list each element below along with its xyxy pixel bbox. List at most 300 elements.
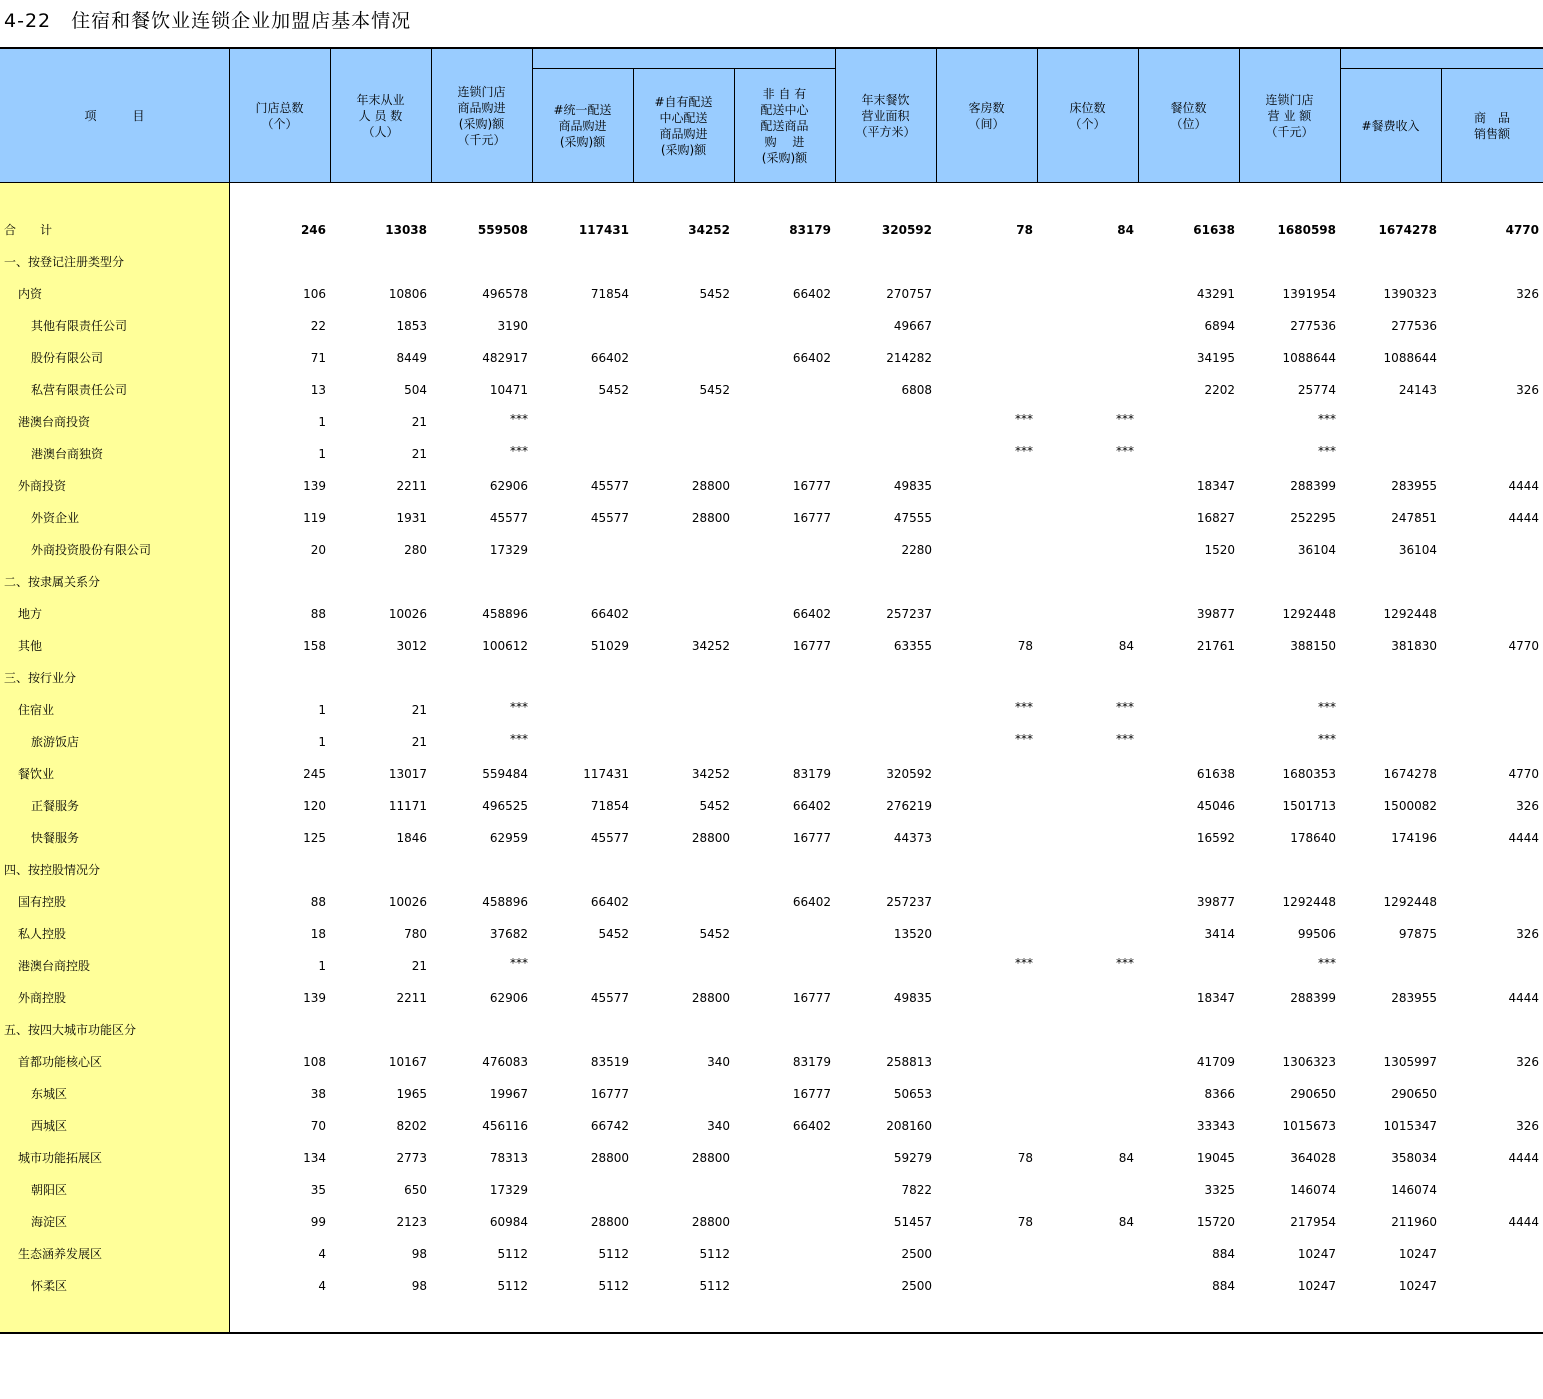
table-cell: 650	[404, 1183, 427, 1197]
table-cell: ***	[1318, 444, 1336, 458]
table-row	[0, 1270, 1543, 1302]
table-cell: 476083	[482, 1055, 528, 1069]
table-cell	[936, 1174, 1033, 1206]
table-cell: 326	[1516, 799, 1539, 813]
row-label: 海淀区	[31, 1215, 68, 1229]
table-cell	[633, 662, 730, 694]
table-cell	[936, 342, 1033, 374]
table-cell	[1037, 758, 1134, 790]
table-cell: 8366	[1204, 1087, 1235, 1101]
header-column-divider	[330, 49, 331, 183]
table-cell	[1239, 566, 1336, 598]
table-cell: 33343	[1196, 1119, 1235, 1133]
table-cell	[1138, 694, 1235, 726]
table-cell	[1441, 886, 1539, 918]
table-cell: 458896	[482, 895, 528, 909]
table-row	[0, 854, 1543, 886]
table-cell: 20	[310, 543, 326, 557]
table-cell: 88	[310, 607, 326, 621]
table-cell: 39877	[1196, 607, 1235, 621]
table-cell	[1340, 406, 1437, 438]
table-cell: 4444	[1508, 1215, 1539, 1229]
table-cell: ***	[510, 732, 528, 746]
table-cell	[532, 566, 629, 598]
table-cell: 71	[310, 351, 326, 365]
table-cell: 28800	[590, 1215, 629, 1229]
table-cell: 34252	[688, 223, 730, 237]
table-row	[0, 630, 1543, 662]
table-row	[0, 1238, 1543, 1270]
header-own-center-delivery: #自有配送 中心配送 商品购进 (采购)额	[633, 68, 734, 183]
table-cell: 36104	[1297, 543, 1336, 557]
table-cell: 1853	[396, 319, 427, 333]
table-cell	[734, 694, 831, 726]
table-cell: 66402	[792, 895, 831, 909]
table-cell	[1037, 534, 1134, 566]
table-cell	[633, 598, 730, 630]
table-row	[0, 726, 1543, 758]
table-cell: 257237	[886, 607, 932, 621]
table-cell: ***	[1015, 956, 1033, 970]
table-cell	[1037, 854, 1134, 886]
table-cell: 45577	[590, 479, 629, 493]
header-goods-sales: 商 品 销售额	[1441, 68, 1543, 183]
table-cell	[936, 310, 1033, 342]
table-cell: 283955	[1391, 991, 1437, 1005]
table-cell: 1390323	[1383, 287, 1437, 301]
table-cell	[734, 566, 831, 598]
table-cell	[936, 758, 1033, 790]
table-cell	[1037, 470, 1134, 502]
table-cell: 17329	[489, 1183, 528, 1197]
table-cell: 21	[411, 415, 427, 429]
table-cell: 66402	[590, 607, 629, 621]
table-cell: 49835	[893, 479, 932, 493]
table-cell	[532, 854, 629, 886]
table-cell: 66742	[590, 1119, 629, 1133]
row-label: 首都功能核心区	[18, 1055, 103, 1069]
table-cell: 1292448	[1282, 895, 1336, 909]
table-cell: 5452	[699, 383, 730, 397]
table-cell: 45577	[590, 511, 629, 525]
table-cell	[633, 310, 730, 342]
table-cell: 496525	[482, 799, 528, 813]
table-cell	[229, 566, 326, 598]
row-label: 餐饮业	[18, 767, 55, 781]
table-cell: 326	[1516, 383, 1539, 397]
table-cell: 84	[1117, 223, 1134, 237]
table-cell	[734, 534, 831, 566]
table-cell: 16777	[590, 1087, 629, 1101]
table-cell	[936, 246, 1033, 278]
table-row	[0, 310, 1543, 342]
row-label: 西城区	[31, 1119, 68, 1133]
table-cell: 21	[411, 703, 427, 717]
table-cell	[1441, 566, 1539, 598]
table-cell: 258813	[886, 1055, 932, 1069]
table-cell	[936, 566, 1033, 598]
table-cell	[1441, 534, 1539, 566]
header-column-divider	[936, 49, 937, 183]
table-cell: 364028	[1290, 1151, 1336, 1165]
table-cell: 28800	[691, 991, 730, 1005]
table-row	[0, 822, 1543, 854]
table-cell	[1138, 854, 1235, 886]
table-cell: 106	[303, 287, 326, 301]
table-cell: 2773	[396, 1151, 427, 1165]
header-column-divider	[431, 49, 432, 183]
table-cell: 247851	[1391, 511, 1437, 525]
row-label: 快餐服务	[31, 831, 80, 845]
table-cell	[936, 374, 1033, 406]
table-cell: 5452	[598, 383, 629, 397]
table-cell: 1931	[396, 511, 427, 525]
table-cell	[1138, 246, 1235, 278]
table-cell: 61638	[1196, 767, 1235, 781]
table-row	[0, 1206, 1543, 1238]
table-cell: 217954	[1290, 1215, 1336, 1229]
table-cell	[835, 246, 932, 278]
table-cell: 4770	[1505, 223, 1539, 237]
table-row	[0, 246, 1543, 278]
table-cell: 38	[310, 1087, 326, 1101]
table-cell: ***	[1015, 700, 1033, 714]
table-cell	[1138, 566, 1235, 598]
table-cell: 8202	[396, 1119, 427, 1133]
table-cell: 340	[707, 1119, 730, 1133]
header-column-divider	[835, 49, 836, 183]
table-cell: 146074	[1290, 1183, 1336, 1197]
table-cell	[1138, 662, 1235, 694]
table-cell: 340	[707, 1055, 730, 1069]
table-cell	[734, 662, 831, 694]
row-label: 旅游饭店	[31, 735, 80, 749]
table-row	[0, 374, 1543, 406]
table-cell: 1	[318, 447, 326, 461]
table-cell	[936, 982, 1033, 1014]
table-cell	[1340, 438, 1437, 470]
table-cell: 174196	[1391, 831, 1437, 845]
table-cell: 50653	[893, 1087, 932, 1101]
table-cell: 16827	[1196, 511, 1235, 525]
header-unified-delivery: #统一配送 商品购进 (采购)额	[532, 68, 633, 183]
table-cell: 3190	[497, 319, 528, 333]
table-cell: 44373	[893, 831, 932, 845]
table-cell: 78	[1016, 223, 1033, 237]
table-cell: 10026	[388, 607, 427, 621]
table-cell	[1441, 1270, 1539, 1302]
table-row	[0, 918, 1543, 950]
row-label: 二、按隶属关系分	[4, 575, 101, 589]
table-cell: 381830	[1391, 639, 1437, 653]
table-row	[0, 566, 1543, 598]
table-row	[0, 534, 1543, 566]
table-cell: 3414	[1204, 927, 1235, 941]
table-cell: 51457	[893, 1215, 932, 1229]
table-cell	[936, 598, 1033, 630]
table-cell: 78	[1017, 1151, 1033, 1165]
row-label: 国有控股	[18, 895, 67, 909]
table-cell: 283955	[1391, 479, 1437, 493]
table-cell: 6808	[901, 383, 932, 397]
table-cell: ***	[1318, 956, 1336, 970]
table-cell	[734, 726, 831, 758]
table-cell	[633, 534, 730, 566]
table-cell: 358034	[1391, 1151, 1437, 1165]
table-cell: 139	[303, 991, 326, 1005]
table-cell: 1	[318, 703, 326, 717]
table-cell	[1441, 406, 1539, 438]
table-row	[0, 1046, 1543, 1078]
table-cell: 99	[310, 1215, 326, 1229]
table-cell: 108	[303, 1055, 326, 1069]
table-cell: 1292448	[1282, 607, 1336, 621]
table-cell	[1441, 950, 1539, 982]
table-row	[0, 502, 1543, 534]
table-cell: ***	[510, 956, 528, 970]
table-cell: 45577	[590, 991, 629, 1005]
table-cell: 276219	[886, 799, 932, 813]
table-cell: ***	[1116, 444, 1134, 458]
table-cell	[330, 1014, 427, 1046]
table-cell: 2280	[901, 543, 932, 557]
table-cell: 41709	[1196, 1055, 1235, 1069]
table-cell: 34195	[1196, 351, 1235, 365]
table-cell: 66402	[792, 1119, 831, 1133]
table-cell: 36104	[1398, 543, 1437, 557]
table-cell	[532, 438, 629, 470]
label-column-divider	[229, 183, 230, 1333]
table-cell: 245	[303, 767, 326, 781]
table-cell	[936, 278, 1033, 310]
table-cell: 28800	[691, 511, 730, 525]
table-cell: 8449	[396, 351, 427, 365]
table-cell: 66402	[792, 287, 831, 301]
table-cell: 39877	[1196, 895, 1235, 909]
table-cell: 1965	[396, 1087, 427, 1101]
table-cell	[1037, 598, 1134, 630]
table-cell	[532, 726, 629, 758]
table-cell	[1138, 1014, 1235, 1046]
table-cell	[532, 1174, 629, 1206]
table-cell: 290650	[1391, 1087, 1437, 1101]
table-cell	[532, 534, 629, 566]
table-cell: 16777	[792, 639, 831, 653]
row-label: 内资	[18, 287, 43, 301]
table-row	[0, 214, 1543, 246]
table-cell: 83179	[792, 1055, 831, 1069]
table-cell: 34252	[691, 639, 730, 653]
table-cell: 1015347	[1383, 1119, 1437, 1133]
header-beds: 床位数 （个）	[1037, 49, 1138, 183]
table-cell	[835, 854, 932, 886]
table-cell	[330, 662, 427, 694]
table-cell: 21761	[1196, 639, 1235, 653]
table-cell	[734, 1270, 831, 1302]
table-cell: 504	[404, 383, 427, 397]
table-cell	[936, 1014, 1033, 1046]
table-cell: 482917	[482, 351, 528, 365]
header-column-divider	[1239, 49, 1240, 183]
table-cell: 45577	[590, 831, 629, 845]
table-cell: 1391954	[1282, 287, 1336, 301]
table-cell	[835, 950, 932, 982]
table-cell: 214282	[886, 351, 932, 365]
table-cell: 884	[1212, 1279, 1235, 1293]
table-cell	[431, 246, 528, 278]
table-cell	[1441, 438, 1539, 470]
table-cell: 4	[318, 1247, 326, 1261]
header-group-rule	[532, 68, 835, 69]
header-column-divider	[734, 68, 735, 183]
table-cell: 10026	[388, 895, 427, 909]
table-cell: 10247	[1398, 1279, 1437, 1293]
table-cell: 1680353	[1282, 767, 1336, 781]
table-cell: 5112	[699, 1247, 730, 1261]
table-cell: 71854	[590, 799, 629, 813]
table-cell	[936, 534, 1033, 566]
table-cell: 13	[310, 383, 326, 397]
table-cell: 559508	[477, 223, 528, 237]
table-cell: 28800	[691, 479, 730, 493]
table-cell: 59279	[893, 1151, 932, 1165]
table-cell: 83179	[789, 223, 831, 237]
table-cell: 1520	[1204, 543, 1235, 557]
table-cell: 10471	[489, 383, 528, 397]
table-row	[0, 886, 1543, 918]
header-column-divider	[229, 49, 230, 183]
table-cell: 780	[404, 927, 427, 941]
table-cell: 4770	[1508, 767, 1539, 781]
table-cell: 1015673	[1282, 1119, 1336, 1133]
table-cell: 49835	[893, 991, 932, 1005]
table-row	[0, 1014, 1543, 1046]
row-label: 地方	[18, 607, 43, 621]
table-cell: 18	[310, 927, 326, 941]
row-label: 朝阳区	[31, 1183, 68, 1197]
header-catering-income: #餐费收入	[1340, 68, 1441, 183]
table-cell	[633, 854, 730, 886]
table-row	[0, 342, 1543, 374]
table-cell: 5112	[598, 1279, 629, 1293]
table-cell	[1037, 278, 1134, 310]
table-cell: 1680598	[1277, 223, 1336, 237]
table-cell	[1037, 566, 1134, 598]
table-cell: 288399	[1290, 991, 1336, 1005]
header-top-rule	[0, 47, 1543, 49]
table-row	[0, 758, 1543, 790]
table-cell	[734, 438, 831, 470]
table-cell: 2211	[396, 479, 427, 493]
table-cell	[633, 406, 730, 438]
table-cell	[734, 374, 831, 406]
table-cell: 16777	[792, 479, 831, 493]
table-cell: 88	[310, 895, 326, 909]
table-cell	[734, 1142, 831, 1174]
table-cell: 5112	[497, 1279, 528, 1293]
table-cell: 43291	[1196, 287, 1235, 301]
table-cell	[835, 662, 932, 694]
table-cell: 1088644	[1282, 351, 1336, 365]
table-cell: 1305997	[1383, 1055, 1437, 1069]
table-cell	[835, 694, 932, 726]
table-cell: 5452	[699, 927, 730, 941]
table-cell: 252295	[1290, 511, 1336, 525]
table-cell	[936, 918, 1033, 950]
table-cell: ***	[510, 444, 528, 458]
table-cell: 17329	[489, 543, 528, 557]
table-cell	[1340, 566, 1437, 598]
table-cell: 28800	[691, 1151, 730, 1165]
table-cell: 290650	[1290, 1087, 1336, 1101]
table-cell	[936, 1046, 1033, 1078]
table-cell	[734, 1206, 831, 1238]
table-cell: 2500	[901, 1279, 932, 1293]
table-cell: 16777	[792, 991, 831, 1005]
table-cell: 1292448	[1383, 895, 1437, 909]
table-cell: 49667	[893, 319, 932, 333]
table-cell	[936, 470, 1033, 502]
table-cell: 4444	[1508, 991, 1539, 1005]
table-cell	[1340, 950, 1437, 982]
table-cell	[1138, 950, 1235, 982]
table-cell	[1037, 1014, 1134, 1046]
header-column-divider	[532, 49, 533, 183]
table-cell	[1037, 1174, 1134, 1206]
table-cell: ***	[1116, 956, 1134, 970]
table-cell: 246	[300, 223, 326, 237]
table-cell: 16592	[1196, 831, 1235, 845]
table-cell	[1441, 246, 1539, 278]
table-cell: 21	[411, 735, 427, 749]
table-cell	[734, 950, 831, 982]
table-row	[0, 982, 1543, 1014]
table-cell	[633, 1014, 730, 1046]
table-cell: 388150	[1290, 639, 1336, 653]
table-cell	[1340, 694, 1437, 726]
header-employees: 年末从业 人 员 数 （人）	[330, 49, 431, 183]
table-cell	[1037, 374, 1134, 406]
table-cell	[1441, 1014, 1539, 1046]
table-cell: 66402	[792, 799, 831, 813]
header-bottom-rule	[0, 182, 1543, 183]
header-rooms: 客房数 （间）	[936, 49, 1037, 183]
table-cell: 18347	[1196, 991, 1235, 1005]
table-cell: 62906	[489, 991, 528, 1005]
table-cell	[936, 502, 1033, 534]
table-cell	[1340, 726, 1437, 758]
table-cell: 146074	[1391, 1183, 1437, 1197]
table-cell: 4444	[1508, 511, 1539, 525]
table-cell	[330, 246, 427, 278]
table-cell	[936, 886, 1033, 918]
table-cell: 2500	[901, 1247, 932, 1261]
table-cell	[1340, 854, 1437, 886]
table-row	[0, 1078, 1543, 1110]
table-cell: 1306323	[1282, 1055, 1336, 1069]
table-cell: 326	[1516, 287, 1539, 301]
table-cell: 1292448	[1383, 607, 1437, 621]
row-label: 港澳台商投资	[18, 415, 91, 429]
table-cell: 71854	[590, 287, 629, 301]
table-cell: 120	[303, 799, 326, 813]
table-cell	[229, 662, 326, 694]
table-cell	[1441, 342, 1539, 374]
table-cell: 66402	[590, 895, 629, 909]
table-cell: 4770	[1508, 639, 1539, 653]
table-cell	[633, 342, 730, 374]
table-cell: ***	[1015, 732, 1033, 746]
